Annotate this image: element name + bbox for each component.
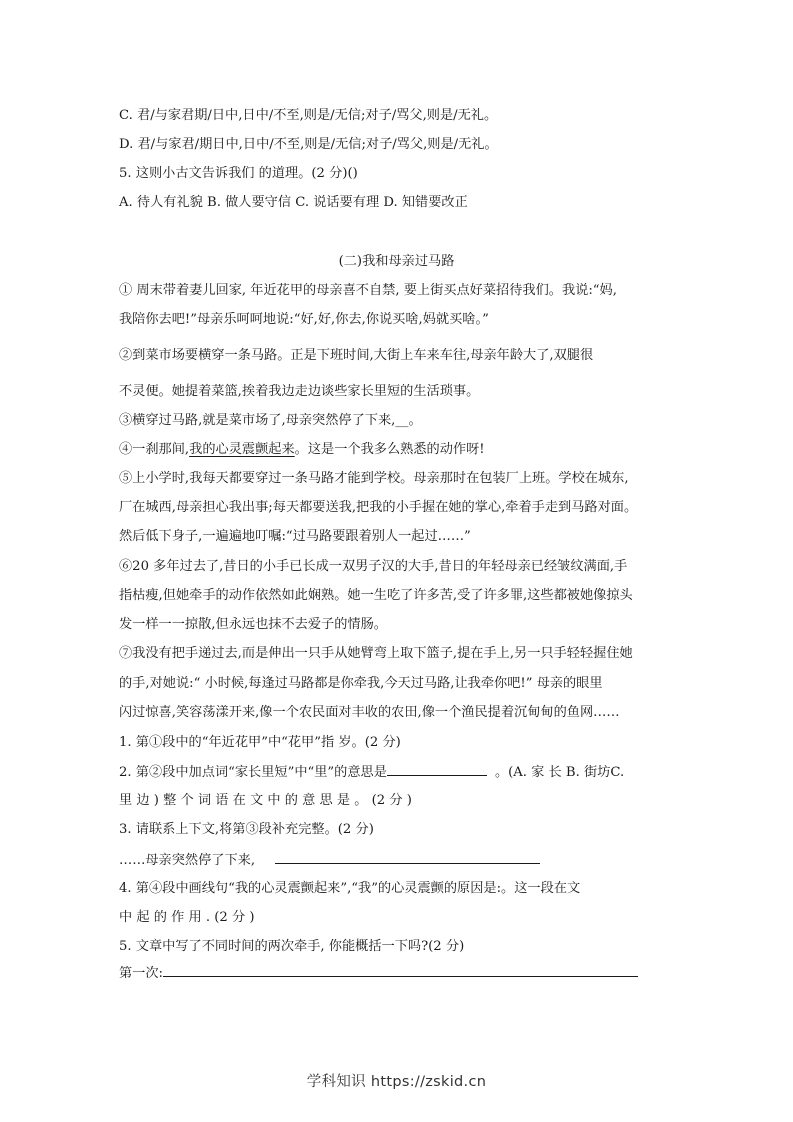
question-3: 3. 请联系上下文,将第③段补充完整。(2 分) <box>119 822 374 837</box>
option-d: D. 君/与家君/期日中,日中/不至,则是/无信;对子/骂父,则是/无礼。 <box>119 137 498 152</box>
paragraph-4 <box>119 441 485 459</box>
question-5-answer-label: 第一次: <box>119 966 164 981</box>
footer-watermark: 学科知识 https://zskid.cn <box>306 1074 487 1090</box>
question-2-answer-blank[interactable] <box>387 763 487 776</box>
paragraph-7-line-2: 的手,对她说:“ 小时候,每逢过马路都是你牵我,今天过马路,让我牵你吧!” 母亲的眼里 <box>119 676 603 691</box>
question-3-answer-prefix: ……母亲突然停了下来, <box>119 853 256 868</box>
question-5-prev: 5. 这则小古文告诉我们 的道理。(2 分)() <box>119 166 358 181</box>
paragraph-4-underlined-sentence: 我的心灵震颤起来 <box>189 442 295 457</box>
question-5-prev-options: A. 待人有礼貌 B. 做人要守信 C. 说话要有理 D. 知错要改正 <box>119 195 468 210</box>
question-4-line-2: 中 起 的 作 用 . (2 分 ) <box>119 910 255 925</box>
paragraph-3: ③横穿过马路,就是菜市场了,母亲突然停了下来,__。 <box>119 413 422 428</box>
question-3-answer-blank[interactable] <box>275 851 540 864</box>
paragraph-5-line-2: 厂在城西,母亲担心我出事;每天都要送我,把我的小手握在她的掌心,牵着手走到马路对面。 <box>119 500 638 515</box>
paragraph-6-line-3: 发一样一一掠散,但永远也抹不去爱子的情肠。 <box>119 617 387 632</box>
passage-title: (二)我和母亲过马路 <box>338 254 455 269</box>
question-1: 1. 第①段中的“年近花甲”中“花甲”指 岁。(2 分) <box>119 735 401 750</box>
paragraph-7-line-1: ⑦我没有把手递过去,而是伸出一只手从她臂弯上取下篮子,提在手上,另一只手轻轻握住她 <box>119 646 633 661</box>
paragraph-2-line-1: ②到菜市场要横穿一条马路。正是下班时间,大街上车来车往,母亲年龄大了,双腿很 <box>119 348 594 363</box>
paragraph-6-line-1: ⑥20 多年过去了,昔日的小手已长成一双男子汉的大手,昔日的年轻母亲已经皱纹满面,手 <box>119 559 628 574</box>
question-2-line-1 <box>119 763 624 782</box>
paragraph-5-line-3: 然后低下身子,一遍遍地叮嘱:“过马路要跟着别人一起过……” <box>119 529 471 544</box>
question-4-line-1: 4. 第④段中画线句“我的心灵震颤起来”,“我”的心灵震颤的原因是:。这一段在文 <box>119 881 581 896</box>
option-c: C. 君/与家君期/日中,日中/不至,则是/无信;对子/骂父,则是/无礼。 <box>119 108 498 123</box>
paragraph-1-line-1: ① 周末带着妻儿回家, 年近花甲的母亲喜不自禁, 要上街买点好菜招待我们。我说:“妈, <box>119 283 617 298</box>
question-2-options: 。(A. 家 长 B. 街坊C. <box>494 765 625 780</box>
paragraph-5-line-1: ⑤上小学时,我每天都要穿过一条马路才能到学校。母亲那时在包装厂上班。学校在城东, <box>119 471 629 486</box>
paragraph-2-line-2: 不灵便。她提着菜篮,挨着我边走边谈些家长里短的生活琐事。 <box>119 384 480 399</box>
question-3-answer-line <box>119 851 540 870</box>
paragraph-7-line-3: 闪过惊喜,笑容荡漾开来,像一个农民面对丰收的农田,像一个渔民提着沉甸甸的鱼网…… <box>119 705 620 720</box>
paragraph-4-pre: ④一刹那间, <box>119 442 190 457</box>
question-2-text: 2. 第②段中加点词“家长里短”中“里”的意思是 <box>119 765 387 780</box>
paragraph-6-line-2: 指枯瘦,但她牵手的动作依然如此娴熟。她一生吃了许多苦,受了许多罪,这些都被她像掠头 <box>119 588 633 603</box>
paragraph-1-line-2: 我陪你去吧!”母亲乐呵呵地说:“好,好,你去,你说买啥,妈就买啥。” <box>119 312 489 327</box>
question-2-line-2: 里 边 ) 整 个 词 语 在 文 中 的 意 思 是 。 (2 分 ) <box>119 793 412 808</box>
question-5-answer-line <box>119 964 638 983</box>
question-5: 5. 文章中写了不同时间的两次牵手, 你能概括一下吗?(2 分) <box>119 939 465 954</box>
paragraph-4-post: 。这是一个我多么熟悉的动作呀! <box>294 442 485 457</box>
question-5-answer-blank[interactable] <box>163 964 638 977</box>
